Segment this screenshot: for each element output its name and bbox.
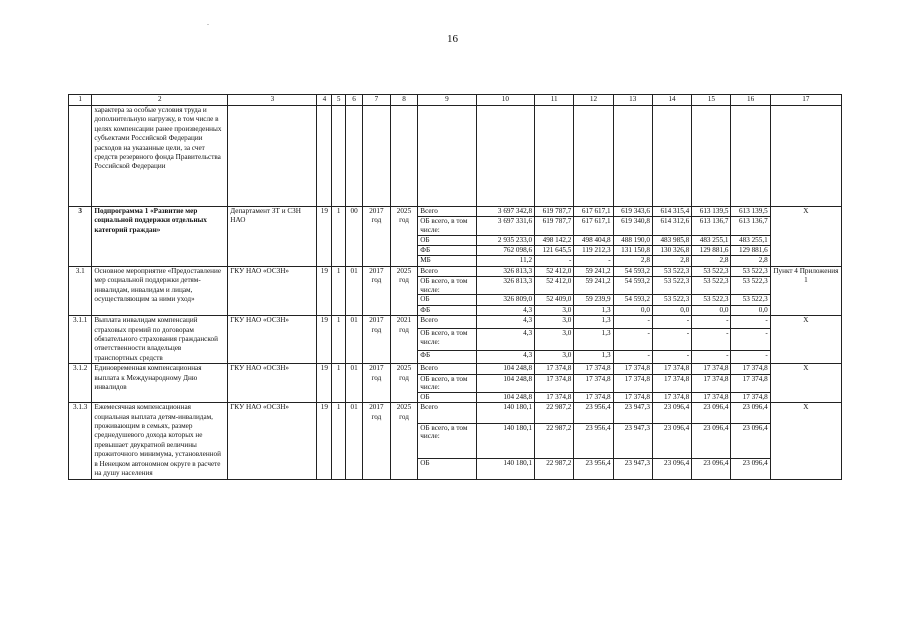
amount-cell: 53 522,3 [652,295,691,305]
amount-cell: 17 374,8 [652,364,691,374]
amount-cell: 2,8 [652,256,691,266]
amount-cell: 22 987,2 [535,459,574,479]
code-col-5: 1 [332,403,346,479]
start-year: 2017 год [363,207,391,267]
amount-cell: - [613,351,652,364]
amount-cell: - [731,316,770,329]
amount-cell: 23 096,4 [731,403,770,423]
amount-cell: 23 956,4 [574,403,613,423]
amount-cell: 1,3 [574,351,613,364]
amount-cell: 0,0 [731,305,770,315]
amount-cell: 129 881,6 [692,246,731,256]
empty-cell [228,106,317,207]
amount-cell: 619 787,7 [535,217,574,235]
code-col-6: 01 [346,316,363,364]
code-col-4: 19 [317,403,332,479]
table-row [69,403,842,423]
code-col-4: 19 [317,316,332,364]
note-cell: X [770,364,841,403]
note-cell: Пункт 4 Приложения 1 [770,266,841,315]
amount-cell: 23 096,4 [652,459,691,479]
amount-cell: 0,0 [613,305,652,315]
funding-source: ОБ [418,295,476,305]
amount-cell: 54 593,2 [613,277,652,295]
funding-source: ОБ всего, в том числе: [418,277,476,295]
item-number: 3.1 [69,266,92,315]
amount-cell: 0,0 [652,305,691,315]
amount-cell: 53 522,3 [731,277,770,295]
empty-cell [535,106,574,207]
code-col-4: 19 [317,266,332,315]
amount-cell: 4,3 [476,316,534,329]
item-executor: ГКУ НАО «ОСЗН» [228,316,317,364]
amount-cell: 2,8 [613,256,652,266]
amount-cell: 326 813,3 [476,277,534,295]
column-number-header: 8 [390,95,418,106]
amount-cell: 619 340,8 [613,217,652,235]
table-row [69,364,842,374]
amount-cell: 59 241,2 [574,277,613,295]
funding-source: ОБ [418,235,476,245]
amount-cell: 23 096,4 [652,403,691,423]
amount-cell: 130 326,8 [652,246,691,256]
item-executor: ГКУ НАО «ОСЗН» [228,266,317,315]
amount-cell: 17 374,8 [692,392,731,402]
amount-cell: 4,3 [476,305,534,315]
amount-cell: 3 697 331,6 [476,217,534,235]
amount-cell: 119 212,3 [574,246,613,256]
amount-cell: 17 374,8 [613,374,652,392]
column-number-header: 4 [317,95,332,106]
note-cell: X [770,316,841,364]
column-number-header: 13 [613,95,652,106]
amount-cell: 17 374,8 [731,374,770,392]
empty-cell [69,106,92,207]
amount-cell: 1,3 [574,329,613,351]
column-number-header: 12 [574,95,613,106]
amount-cell: 4,3 [476,351,534,364]
table-row [69,316,842,329]
amount-cell: 498 404,8 [574,235,613,245]
amount-cell: 2,8 [692,256,731,266]
amount-cell: 488 190,0 [613,235,652,245]
note-cell: X [770,207,841,267]
funding-source: ОБ [418,392,476,402]
empty-cell [363,106,391,207]
start-year: 2017 год [363,403,391,479]
amount-cell: 17 374,8 [692,374,731,392]
amount-cell: 17 374,8 [574,374,613,392]
empty-cell [476,106,534,207]
empty-cell [317,106,332,207]
column-number-header: 11 [535,95,574,106]
end-year: 2025 год [390,207,418,267]
code-col-5: 1 [332,364,346,403]
empty-cell [652,106,691,207]
funding-source: ОБ всего, в том числе: [418,329,476,351]
funding-source: ОБ всего, в том числе: [418,423,476,459]
column-number-header: 6 [346,95,363,106]
column-number-header: 2 [92,95,228,106]
amount-cell: 140 180,1 [476,403,534,423]
start-year: 2017 год [363,364,391,403]
code-col-4: 19 [317,207,332,267]
funding-source: МБ [418,256,476,266]
continuation-text: характера за особые условия труда и дополнительную нагрузку, в том числе в целях компенсации ранее произведенных субъектами Российской Федерации расходов на указанные цели, за счет средств резервного фонда Правительства Российской Федерации [92,106,228,207]
code-col-6: 01 [346,403,363,479]
amount-cell: - [652,329,691,351]
amount-cell: 17 374,8 [652,392,691,402]
amount-cell: 23 956,4 [574,459,613,479]
item-number: 3.1.1 [69,316,92,364]
amount-cell: 53 522,3 [652,266,691,276]
amount-cell: 23 096,4 [692,459,731,479]
table-row [69,207,842,217]
amount-cell: 3,0 [535,329,574,351]
amount-cell: 53 522,3 [692,295,731,305]
amount-cell: - [652,316,691,329]
funding-source: ОБ всего, в том числе: [418,374,476,392]
amount-cell: 614 315,4 [652,207,691,217]
start-year: 2017 год [363,316,391,364]
amount-cell: 53 522,3 [692,266,731,276]
amount-cell: 17 374,8 [535,392,574,402]
item-number: 3.1.2 [69,364,92,403]
amount-cell: 121 645,5 [535,246,574,256]
funding-source: ФБ [418,305,476,315]
amount-cell: 11,2 [476,256,534,266]
amount-cell: 17 374,8 [574,392,613,402]
amount-cell: 23 096,4 [731,423,770,459]
empty-cell [390,106,418,207]
code-col-6: 01 [346,364,363,403]
funding-source: Всего [418,207,476,217]
amount-cell: 613 139,5 [692,207,731,217]
amount-cell: 52 412,0 [535,277,574,295]
start-year: 2017 год [363,266,391,315]
item-number: 3.1.3 [69,403,92,479]
end-year: 2025 год [390,364,418,403]
item-name: Выплата инвалидам компенсаций страховых премий по договорам обязательного страхования гражданской ответственности владельцев транспортных средств [92,316,228,364]
funding-source: ФБ [418,351,476,364]
amount-cell: 1,3 [574,305,613,315]
amount-cell: 104 248,8 [476,392,534,402]
amount-cell: 483 255,1 [692,235,731,245]
amount-cell: 2,8 [731,256,770,266]
amount-cell: 140 180,1 [476,459,534,479]
amount-cell: 2 935 233,0 [476,235,534,245]
amount-cell: 17 374,8 [692,364,731,374]
amount-cell: 23 096,4 [692,403,731,423]
amount-cell: 483 985,8 [652,235,691,245]
column-number-header: 10 [476,95,534,106]
item-executor: ГКУ НАО «ОСЗН» [228,403,317,479]
amount-cell: 59 239,9 [574,295,613,305]
amount-cell: 23 947,3 [613,403,652,423]
amount-cell: 613 139,5 [731,207,770,217]
column-number-header: 15 [692,95,731,106]
code-col-5: 1 [332,266,346,315]
amount-cell: 53 522,3 [731,295,770,305]
amount-cell: 3,0 [535,316,574,329]
amount-cell: 1,3 [574,316,613,329]
amount-cell: 619 343,6 [613,207,652,217]
item-name: Ежемесячная компенсационная социальная выплата детям-инвалидам, проживающим в семьях, размер среднедушевого дохода которых не превышает двукратной величины прожиточного минимума, установленной в Ненецком автономном округе в расчете на душу населения [92,403,228,479]
funding-source: ОБ [418,459,476,479]
amount-cell: - [731,329,770,351]
empty-cell [574,106,613,207]
budget-table [68,94,842,480]
amount-cell: 23 956,4 [574,423,613,459]
empty-cell [692,106,731,207]
column-number-header: 7 [363,95,391,106]
amount-cell: 498 142,2 [535,235,574,245]
column-number-header: 3 [228,95,317,106]
empty-cell [731,106,770,207]
table-row [69,266,842,276]
column-number-header: 5 [332,95,346,106]
scan-speck: . [207,18,209,27]
empty-cell [770,106,841,207]
amount-cell: - [731,351,770,364]
funding-source: Всего [418,364,476,374]
funding-source: Всего [418,403,476,423]
amount-cell: 22 987,2 [535,423,574,459]
end-year: 2021 год [390,316,418,364]
amount-cell: 613 136,7 [731,217,770,235]
amount-cell: 619 787,7 [535,207,574,217]
amount-cell: 326 809,0 [476,295,534,305]
note-cell: X [770,403,841,479]
amount-cell: - [613,316,652,329]
funding-source: Всего [418,266,476,276]
empty-cell [418,106,476,207]
amount-cell: 104 248,8 [476,364,534,374]
column-number-header: 14 [652,95,691,106]
table-header-row [69,95,842,106]
amount-cell: 17 374,8 [731,392,770,402]
amount-cell: 59 241,2 [574,266,613,276]
amount-cell: 52 412,0 [535,266,574,276]
amount-cell: 54 593,2 [613,295,652,305]
empty-cell [346,106,363,207]
amount-cell: 0,0 [692,305,731,315]
item-number: 3 [69,207,92,267]
code-col-5: 1 [332,207,346,267]
empty-cell [332,106,346,207]
amount-cell: - [613,329,652,351]
amount-cell: 3,0 [535,305,574,315]
item-name: Основное мероприятие «Предоставление мер социальной поддержки детям-инвалидам, инвалидам и лицам, осуществляющим за ними уход» [92,266,228,315]
amount-cell: - [692,316,731,329]
amount-cell: 54 593,2 [613,266,652,276]
amount-cell: 617 617,1 [574,217,613,235]
amount-cell: 53 522,3 [692,277,731,295]
item-executor: ГКУ НАО «ОСЗН» [228,364,317,403]
code-col-5: 1 [332,316,346,364]
amount-cell: 4,3 [476,329,534,351]
funding-source: ФБ [418,246,476,256]
amount-cell: 22 987,2 [535,403,574,423]
item-executor: Департамент ЗТ и СЗН НАО [228,207,317,267]
amount-cell: 23 947,3 [613,423,652,459]
amount-cell: 17 374,8 [535,374,574,392]
amount-cell: - [574,256,613,266]
funding-source: ОБ всего, в том числе: [418,217,476,235]
amount-cell: 17 374,8 [652,374,691,392]
amount-cell: 129 881,6 [731,246,770,256]
code-col-4: 19 [317,364,332,403]
amount-cell: 613 136,7 [692,217,731,235]
funding-source: Всего [418,316,476,329]
amount-cell: - [535,256,574,266]
amount-cell: - [692,329,731,351]
code-col-6: 01 [346,266,363,315]
amount-cell: 17 374,8 [731,364,770,374]
column-number-header: 1 [69,95,92,106]
amount-cell: 614 312,6 [652,217,691,235]
amount-cell: 23 096,4 [692,423,731,459]
column-number-header: 17 [770,95,841,106]
amount-cell: 17 374,8 [574,364,613,374]
amount-cell: 17 374,8 [613,364,652,374]
amount-cell: 483 255,1 [731,235,770,245]
column-number-header: 9 [418,95,476,106]
amount-cell: - [692,351,731,364]
item-name: Подпрограмма 1 «Развитие мер социальной поддержки отдельных категорий граждан» [92,207,228,267]
amount-cell: 53 522,3 [652,277,691,295]
amount-cell: 17 374,8 [535,364,574,374]
amount-cell: 23 096,4 [731,459,770,479]
amount-cell: 23 096,4 [652,423,691,459]
item-name: Единовременная компенсационная выплата к Международному Дню инвалидов [92,364,228,403]
amount-cell: 3 697 342,8 [476,207,534,217]
amount-cell: 617 617,1 [574,207,613,217]
amount-cell: 3,0 [535,351,574,364]
column-number-header: 16 [731,95,770,106]
empty-cell [613,106,652,207]
amount-cell: 326 813,3 [476,266,534,276]
amount-cell: 23 947,3 [613,459,652,479]
amount-cell: 762 098,6 [476,246,534,256]
end-year: 2025 год [390,403,418,479]
amount-cell: 53 522,3 [731,266,770,276]
amount-cell: - [652,351,691,364]
end-year: 2025 год [390,266,418,315]
amount-cell: 52 409,0 [535,295,574,305]
page-number: 16 [447,33,458,45]
amount-cell: 140 180,1 [476,423,534,459]
amount-cell: 17 374,8 [613,392,652,402]
code-col-6: 00 [346,207,363,267]
continuation-row [69,106,842,207]
amount-cell: 104 248,8 [476,374,534,392]
amount-cell: 131 150,8 [613,246,652,256]
